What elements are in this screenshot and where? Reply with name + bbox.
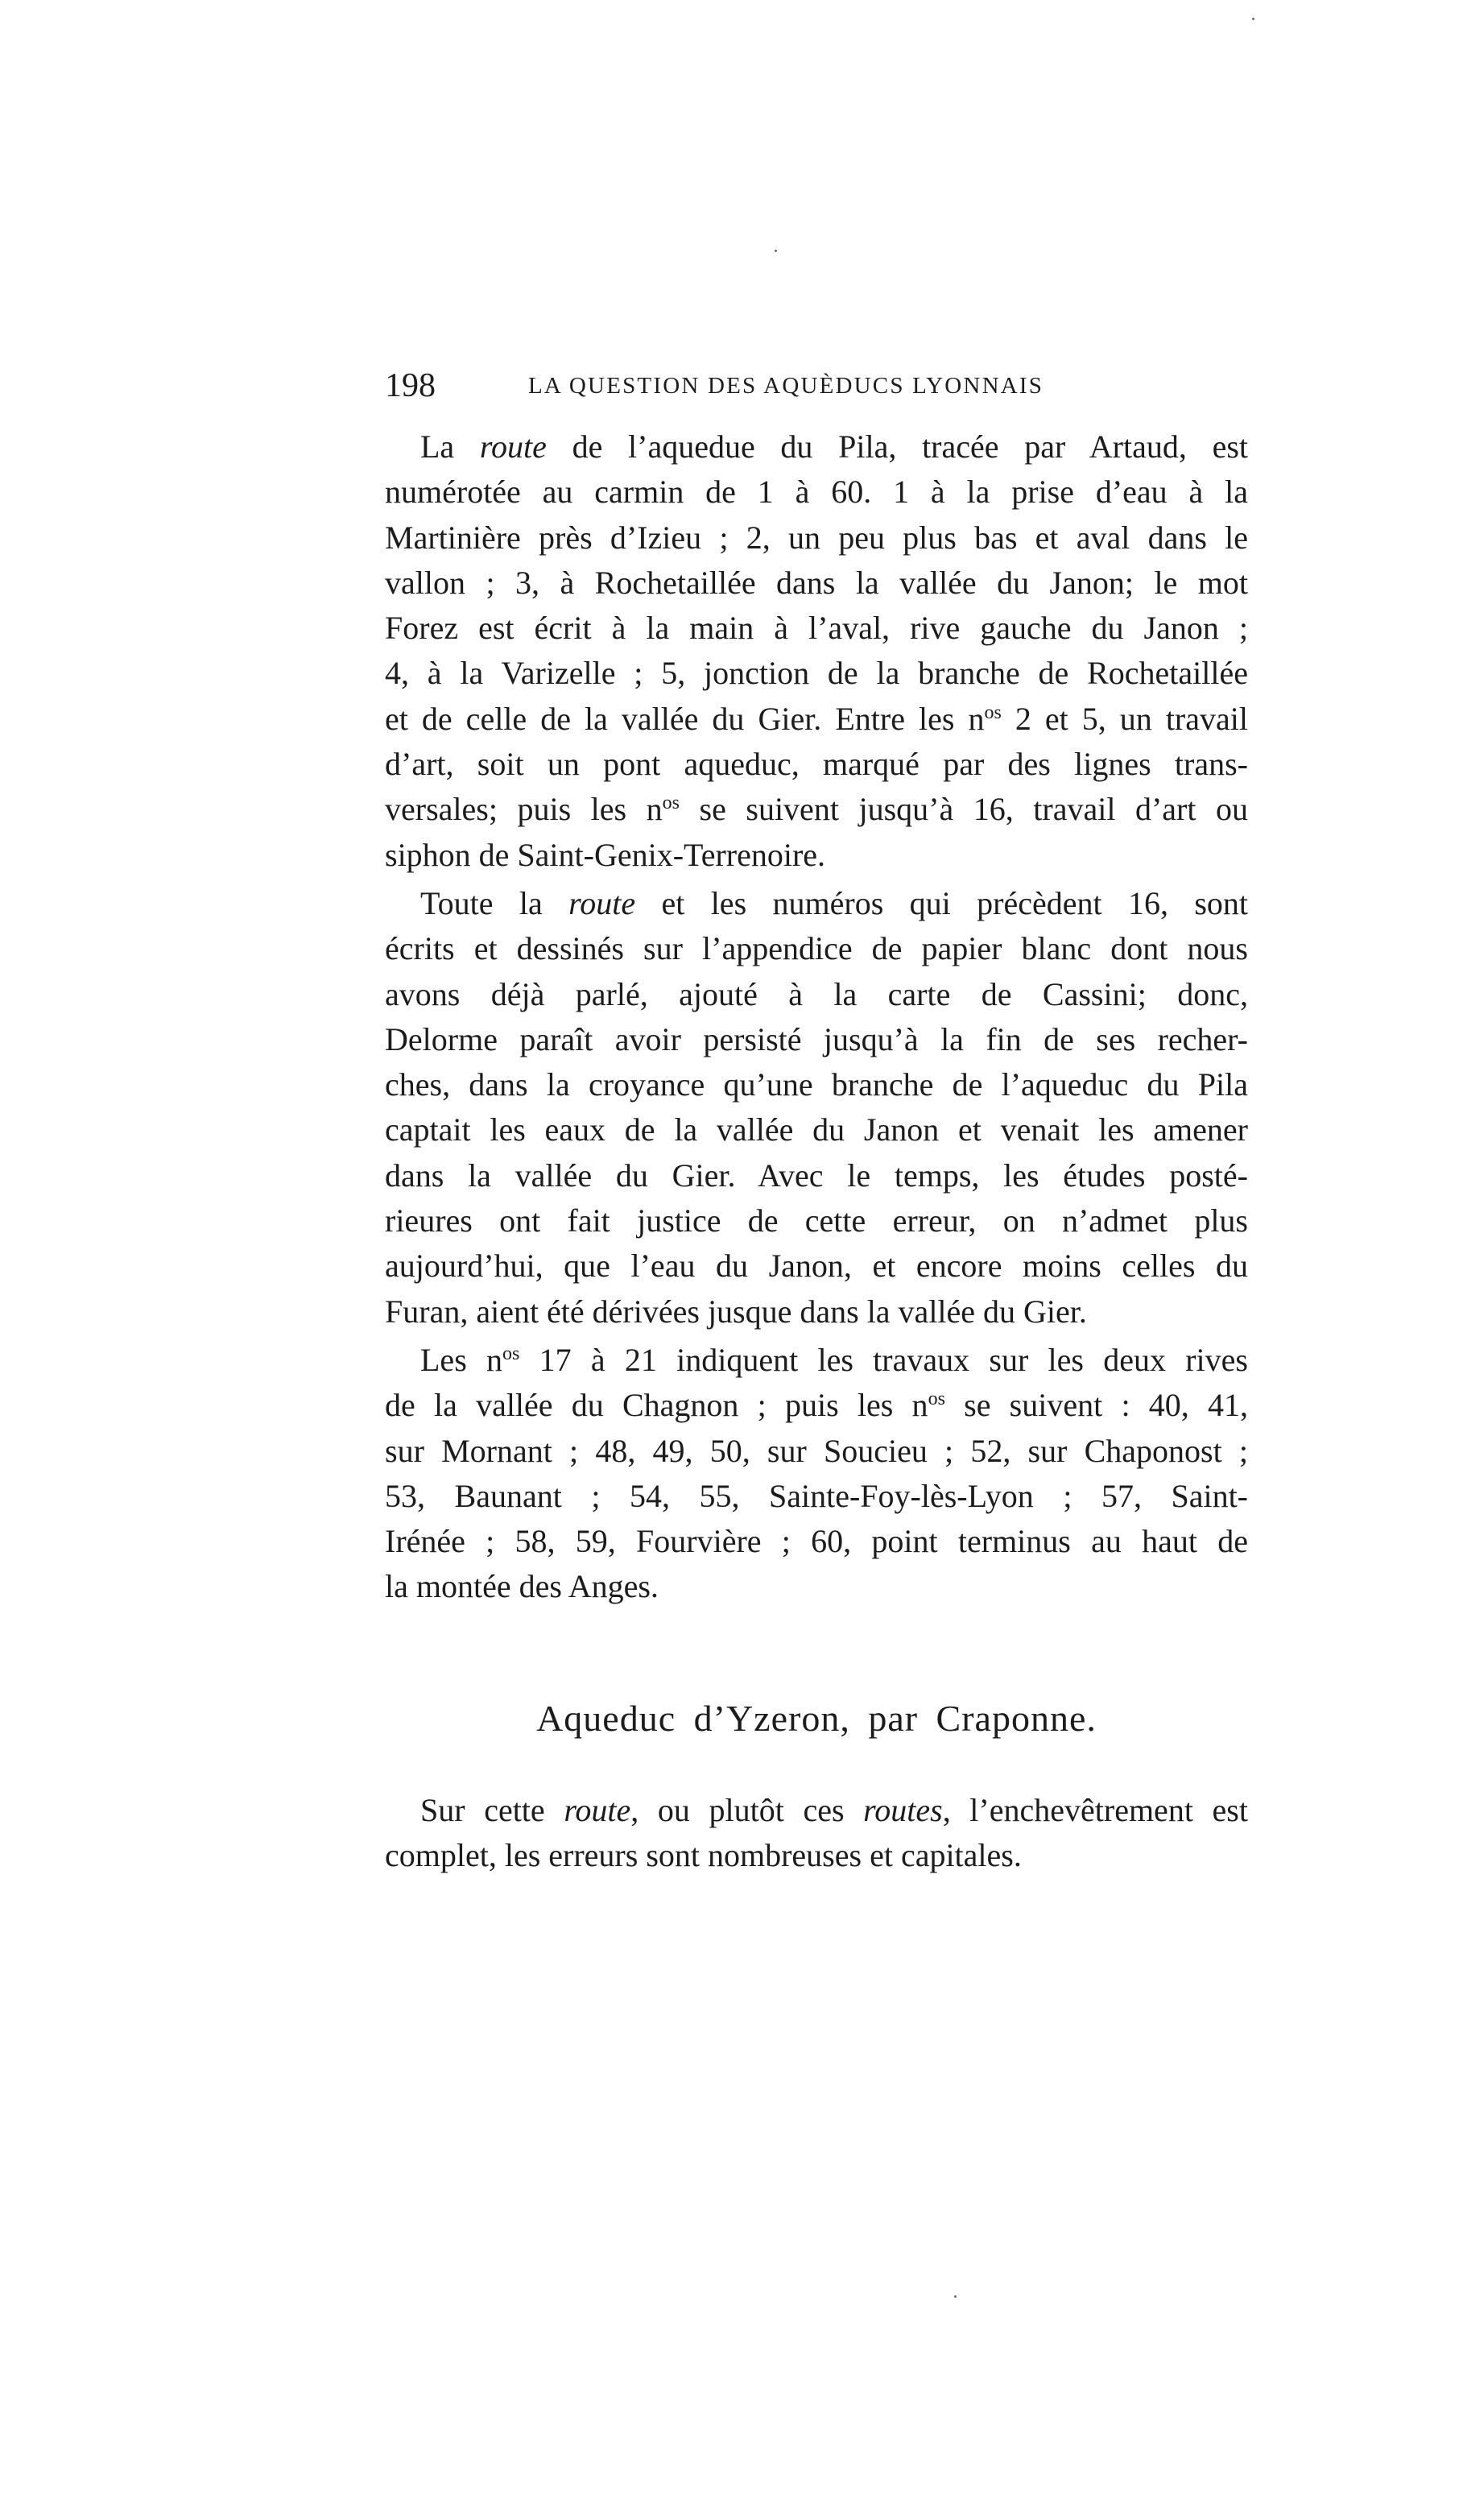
text-line: captait les eaux de la vallée du Janon et venait les amener [385,1111,1248,1148]
paper-speck [1252,18,1254,20]
text-line: Forez est écrit à la main à l’aval, rive gauche du Janon ; [385,610,1248,647]
superscript: os [502,1343,520,1364]
text-line: complet, les erreurs sont nombreuses et capitales. [385,1837,1022,1874]
text-line: Toute la route et les numéros qui précèdent 16, sont [420,884,1248,921]
italic-word: route [564,1791,631,1828]
running-head-title: LA QUESTION DES AQUÈDUCS LYONNAIS [528,373,1044,399]
text-line: dans la vallée du Gier. Avec le temps, les études posté- [385,1157,1248,1194]
book-page [385,366,1248,1878]
text-line: Sur cette route, ou plutôt ces routes, l’enchevêtrement est [420,1791,1248,1828]
section-body [385,1788,1248,1879]
italic-word: route [479,428,547,465]
text-line: écrits et dessinés sur l’appendice de papier blanc dont nous [385,930,1248,967]
text-line: d’art, soit un pont aqueduc, marqué par des lignes trans- [385,746,1248,783]
text-line: Les $n^{os}$ 17 à 21 indiquent les travaux sur les deux rives [420,1341,1248,1378]
text-line: La route de l’aquedue du Pila, tracée par Artaud, est [420,428,1249,465]
paper-speck [775,250,777,252]
paragraph [385,1788,1248,1879]
text-line: Martinière près d’Izieu ; 2, un peu plus bas et aval dans le [385,519,1248,556]
paragraph [385,424,1248,878]
text-line: rieures ont fait justice de cette erreur, on n’admet plus [385,1202,1248,1239]
superscript: os [984,701,1002,723]
superscript: os [928,1388,945,1410]
text-line: 53, Baunant ; 54, 55, Sainte-Foy-lès-Lyon ; 57, Saint- [385,1477,1248,1514]
text-line: 4, à la Varizelle ; 5, jonction de la branche de Rochetaillée [385,655,1248,692]
text-line: aujourd’hui, que l’eau du Janon, et encore moins celles du [385,1248,1248,1285]
paragraph [385,881,1248,1334]
text-line: de la vallée du Chagnon ; puis les $n^{os}$ se suivent : 40, 41, [385,1387,1248,1424]
text-line: versales; puis les $n^{os}$ se suivent jusqu’à 16, travail d’art ou [385,791,1249,828]
section-heading: Aqueduc d’Yzeron, par Craponne. [536,1697,1097,1739]
text-line: la montée des Anges. [385,1568,659,1605]
text-line: sur Mornant ; 48, 49, 50, sur Soucieu ; 52, sur Chaponost ; [385,1432,1248,1469]
text-line: et de celle de la vallée du Gier. Entre les $n^{os}$ 2 et 5, un travail [385,700,1248,737]
page-number: 198 [385,367,436,404]
running-head [385,366,1248,408]
text-line: numérotée au carmin de 1 à 60. 1 à la prise d’eau à la [385,474,1248,511]
text-line: Delorme paraît avoir persisté jusqu’à la fin de ses recher- [385,1020,1248,1057]
paragraph [385,1338,1248,1610]
superscript: os [662,792,680,814]
body-text [385,424,1248,1610]
paper-speck [954,2295,957,2298]
text-line: Furan, aient été dérivées jusque dans la vallée du Gier. [385,1293,1087,1330]
text-line: siphon de Saint-Genix-Terrenoire. [385,836,826,873]
italic-word: route [568,884,636,921]
text-line: ches, dans la croyance qu’une branche de l’aqueduc du Pila [385,1066,1248,1103]
text-line: avons déjà parlé, ajouté à la carte de Cassini; donc, [385,975,1248,1012]
italic-word: routes [863,1791,943,1828]
text-line: Irénée ; 58, 59, Fourvière ; 60, point terminus au haut de [385,1523,1248,1560]
text-line: vallon ; 3, à Rochetaillée dans la vallée du Janon; le mot [385,564,1248,601]
